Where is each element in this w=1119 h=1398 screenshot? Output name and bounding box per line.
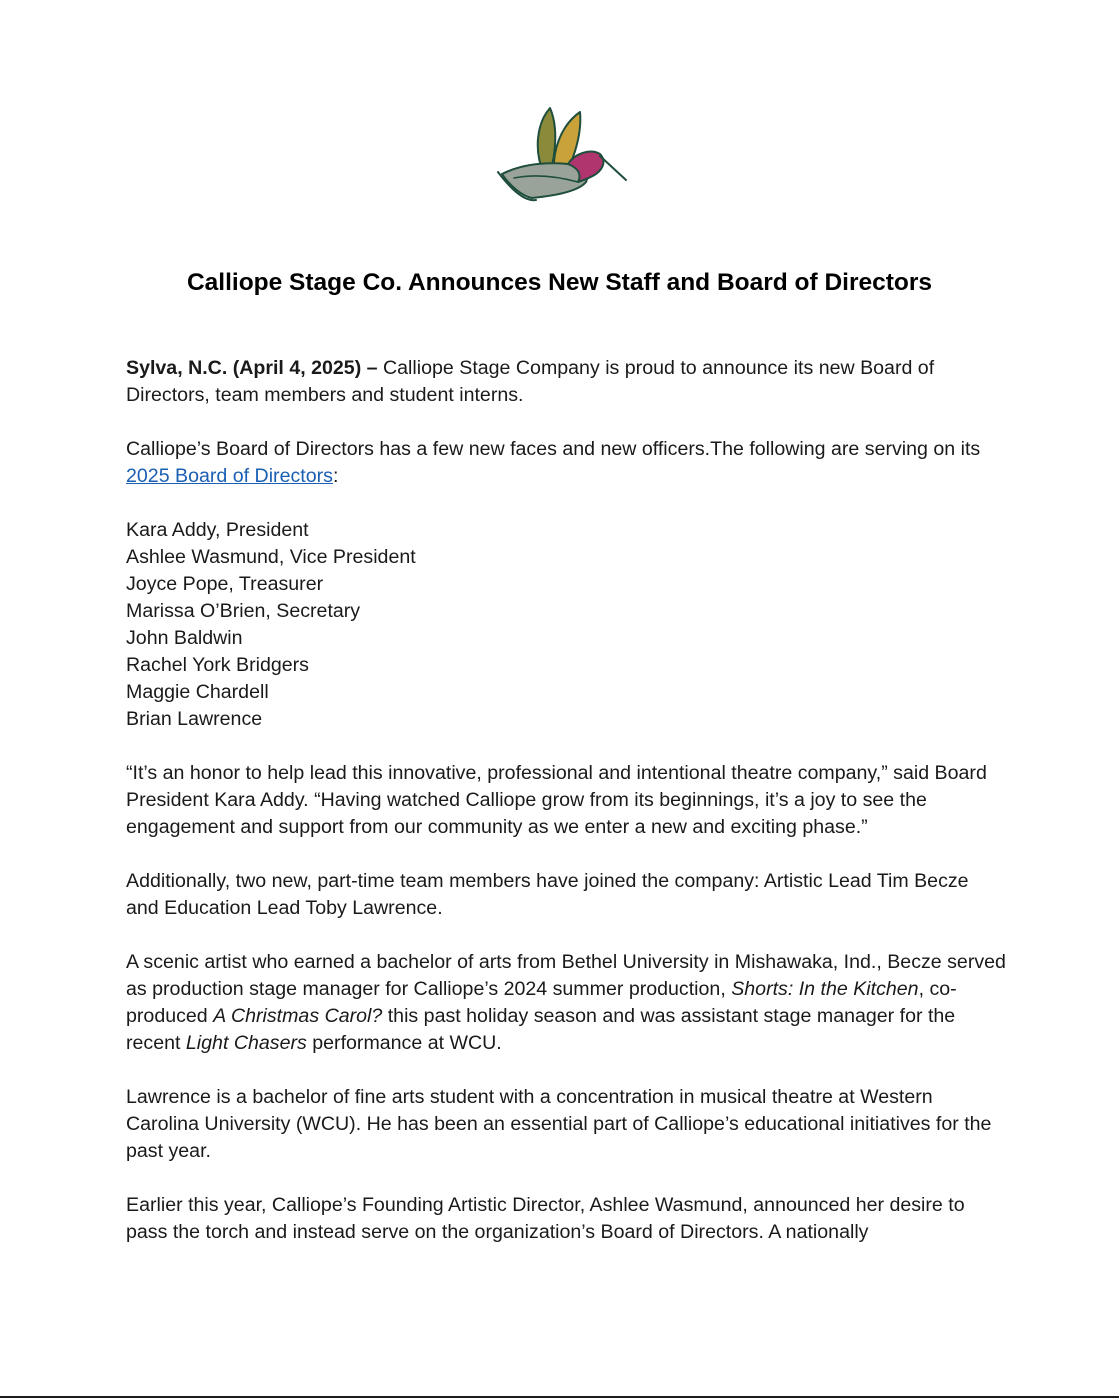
board-member: Brian Lawrence <box>126 708 263 730</box>
becze-paragraph <box>126 949 1006 1057</box>
becze-text: performance at WCU. <box>306 1032 502 1054</box>
page-title: Calliope Stage Co. Announces New Staff and Board of Directors <box>186 269 933 296</box>
board-of-directors-link[interactable]: 2025 Board of Directors <box>126 465 333 487</box>
production-title: A Christmas Carol? <box>213 1005 383 1027</box>
board-member: John Baldwin <box>126 627 243 649</box>
production-title: Shorts: In the Kitchen <box>731 978 919 1000</box>
board-member-list <box>126 517 1006 733</box>
intro-text: Calliope Stage Company is proud to announce its new Board of Directors, team members and student interns. <box>126 357 935 406</box>
board-member: Joyce Pope, Treasurer <box>126 573 324 595</box>
becze-text: A scenic artist who earned a bachelor of arts from Bethel University in Mishawaka, Ind., Becze served as production stage manager for Calliope’s 2024 summer production, <box>126 951 1006 1000</box>
board-intro-paragraph <box>126 436 1006 490</box>
board-member: Rachel York Bridgers <box>126 654 309 676</box>
intro-paragraph <box>126 355 1006 409</box>
closing-paragraph: Earlier this year, Calliope’s Founding Artistic Director, Ashlee Wasmund, announced her desire to pass the torch and instead serve on the organization’s Board of Directors. A nationally <box>126 1194 965 1243</box>
quote-paragraph: “It’s an honor to help lead this innovative, professional and intentional theatre company,” said Board President Kara Addy. “Having watched Calliope grow from its beginnings, it’s a joy to see the engagement and support from our community as we enter a new and exciting phase.” <box>126 762 987 838</box>
lawrence-paragraph: Lawrence is a bachelor of fine arts student with a concentration in musical theatre at Western Carolina University (WCU). He has been an essential part of Calliope’s educational initiatives for the past year. <box>126 1086 992 1162</box>
board-intro-colon: : <box>332 465 339 487</box>
dateline: Sylva, N.C. (April 4, 2025) – <box>126 357 378 379</box>
board-member: Kara Addy, President <box>126 519 309 541</box>
team-paragraph: Additionally, two new, part-time team members have joined the company: Artistic Lead Tim Becze and Education Lead Toby Lawrence. <box>126 870 969 919</box>
board-member: Marissa O’Brien, Secretary <box>126 600 361 622</box>
production-title: Light Chasers <box>185 1032 307 1054</box>
board-intro-text: Calliope’s Board of Directors has a few new faces and new officers.The following are serving on its <box>126 438 981 460</box>
board-member: Maggie Chardell <box>126 681 269 703</box>
press-release-body <box>126 355 1006 1273</box>
board-member: Ashlee Wasmund, Vice President <box>126 546 416 568</box>
hummingbird-icon <box>494 104 628 204</box>
becze-text: this past holiday season and was assistant stage manager for the recent <box>126 1005 956 1054</box>
becze-text: , co-produced <box>126 978 957 1027</box>
